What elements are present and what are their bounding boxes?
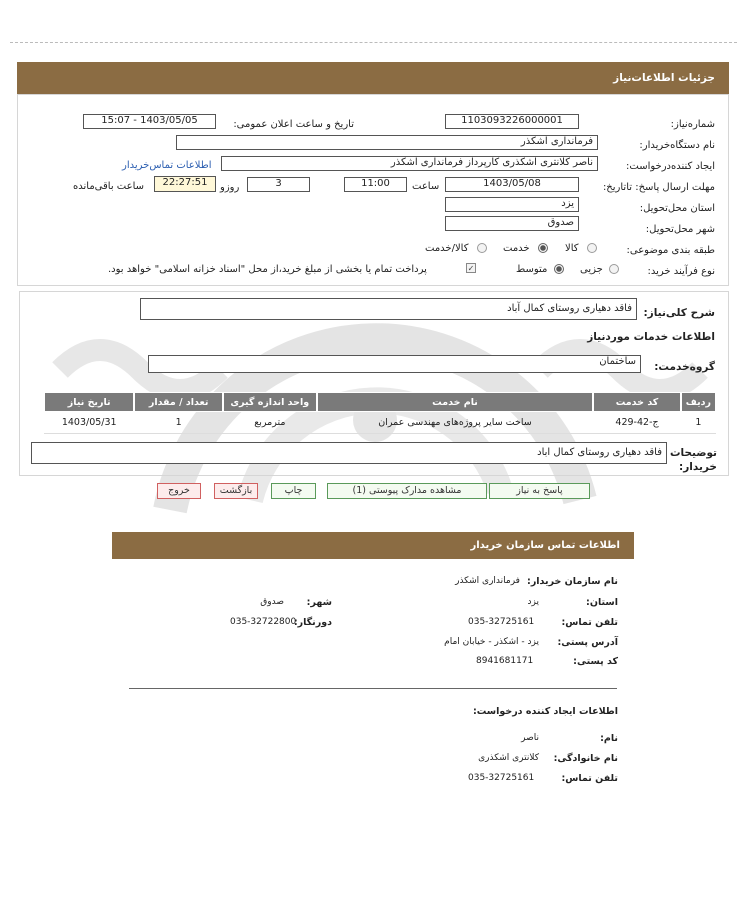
first-name-label: نام:: [600, 733, 618, 744]
need-number-label: شماره‌نیاز:: [670, 119, 715, 130]
province-label: استان محل‌تحویل:: [639, 203, 715, 214]
category-goods-radio[interactable]: [587, 243, 597, 253]
summary-field: فاقد دهیاری روستای کمال آباد: [140, 298, 637, 320]
creator-phone-value: 035-32725161: [468, 773, 535, 783]
buyer-notes-label: توضیحات خریدار:: [669, 447, 717, 473]
postal-label: کد پستی:: [573, 656, 618, 667]
fax-value: 035-32722800: [230, 617, 297, 627]
requester-field: ناصر کلانتری اشکذری کارپرداز فرمانداری اشکذر: [221, 156, 598, 171]
category-service-radio[interactable]: [538, 243, 548, 253]
address-value: یزد - اشکذر - خیابان امام: [444, 637, 539, 647]
org-name-label: نام سازمان خریدار:: [527, 576, 618, 587]
phone-value: 035-32725161: [468, 617, 535, 627]
fax-label: دورنگار:: [293, 617, 332, 628]
contact-title: اطلاعات تماس سازمان خریدار: [470, 540, 620, 551]
cell-qty: 1: [134, 412, 222, 434]
col-qty: تعداد / مقدار: [134, 392, 222, 412]
province-field: یزد: [445, 197, 579, 212]
col-date: تاریخ نیاز: [44, 392, 134, 412]
first-name-value: ناصر: [521, 733, 539, 743]
province-contact-label: استان:: [586, 597, 618, 608]
category-goods-label: کالا: [565, 243, 579, 254]
services-table: [44, 392, 716, 434]
deadline-label: مهلت ارسال پاسخ: تاتاریخ:: [602, 182, 715, 193]
days-field: 3: [247, 177, 310, 192]
buyer-notes-field: فاقد دهیاری روستای کمال اباد: [31, 442, 667, 464]
col-name: نام خدمت: [317, 392, 594, 412]
exit-button[interactable]: خروج: [157, 483, 201, 499]
panel-title: جزئیات اطلاعات‌نیاز: [613, 72, 715, 84]
org-name-value: فرمانداری اشکذر: [455, 576, 520, 586]
col-code: کد خدمت: [593, 392, 680, 412]
requester-label: ایجاد کننده‌درخواست:: [626, 161, 715, 172]
payment-note: پرداخت تمام یا بخشی از مبلغ خرید،از محل "اسناد خزانه اسلامی" خواهد بود.: [108, 264, 427, 275]
table-row: [44, 412, 716, 434]
phone-label: تلفن تماس:: [561, 617, 618, 628]
table-header-row: [44, 392, 716, 412]
contact-divider: [129, 688, 617, 689]
day-label: روزو: [220, 182, 240, 193]
col-unit: واحد اندازه گیری: [223, 392, 317, 412]
buyer-contact-link[interactable]: اطلاعات تماس‌خریدار: [122, 160, 212, 171]
city-field: صدوق: [445, 216, 579, 231]
cell-code: ج-42-429: [593, 412, 680, 434]
deadline-date-field: 1403/05/08: [445, 177, 579, 192]
process-partial-radio[interactable]: [609, 264, 619, 274]
city-contact-value: صدوق: [260, 597, 284, 607]
cell-date: 1403/05/31: [44, 412, 134, 434]
address-label: آدرس پستی:: [557, 637, 618, 648]
announce-field: 1403/05/05 - 15:07: [83, 114, 216, 129]
province-contact-value: یزد: [527, 597, 539, 607]
print-button[interactable]: چاپ: [271, 483, 316, 499]
postal-value: 8941681171: [476, 656, 534, 666]
buyer-org-label: نام دستگاه‌خریدار:: [639, 140, 715, 151]
view-docs-button[interactable]: مشاهده مدارک پیوستی (1): [327, 483, 487, 499]
process-partial-label: جزیی: [580, 264, 603, 275]
reply-button[interactable]: پاسخ به نیاز: [489, 483, 590, 499]
category-label: طبقه بندی موضوعی:: [626, 245, 715, 256]
buyer-org-field: فرمانداری اشکذر: [176, 135, 598, 150]
deadline-time-field: 11:00: [344, 177, 407, 192]
details-panel-header: [17, 62, 729, 94]
last-name-value: کلانتری اشکذری: [478, 753, 539, 763]
process-medium-radio[interactable]: [554, 264, 564, 274]
contact-panel-header: [112, 532, 634, 559]
remaining-time-field: 22:27:51: [154, 176, 216, 192]
time-label: ساعت: [412, 181, 440, 192]
process-medium-label: متوسط: [516, 264, 548, 275]
remaining-label: ساعت باقی‌مانده: [73, 181, 145, 192]
process-label: نوع فرآیند خرید:: [647, 266, 715, 277]
group-label: گروه‌خدمت:: [654, 361, 715, 373]
summary-label: شرح کلی‌نیاز:: [643, 307, 715, 319]
creator-phone-label: تلفن تماس:: [561, 773, 618, 784]
city-label: شهر محل‌تحویل:: [645, 224, 715, 235]
city-contact-label: شهر:: [306, 597, 332, 608]
payment-checkbox[interactable]: ✓: [467, 264, 475, 273]
col-row: ردیف: [681, 392, 716, 412]
top-divider: [10, 42, 737, 43]
category-service-label: خدمت: [503, 243, 530, 254]
need-number-field: 1103093226000001: [445, 114, 579, 129]
creator-heading: اطلاعات ایجاد کننده درخواست:: [472, 706, 618, 717]
back-button[interactable]: بازگشت: [214, 483, 258, 499]
last-name-label: نام خانوادگی:: [553, 753, 618, 764]
announce-label: تاریخ و ساعت اعلان عمومی:: [233, 119, 354, 130]
cell-name: ساخت سایر پروژه‌های مهندسی عمران: [317, 412, 594, 434]
category-both-label: کالا/خدمت: [425, 243, 469, 254]
services-heading: اطلاعات خدمات موردنیاز: [587, 331, 715, 343]
cell-row: 1: [681, 412, 716, 434]
category-both-radio[interactable]: [477, 243, 487, 253]
cell-unit: مترمربع: [223, 412, 317, 434]
group-field: ساختمان: [148, 355, 641, 373]
